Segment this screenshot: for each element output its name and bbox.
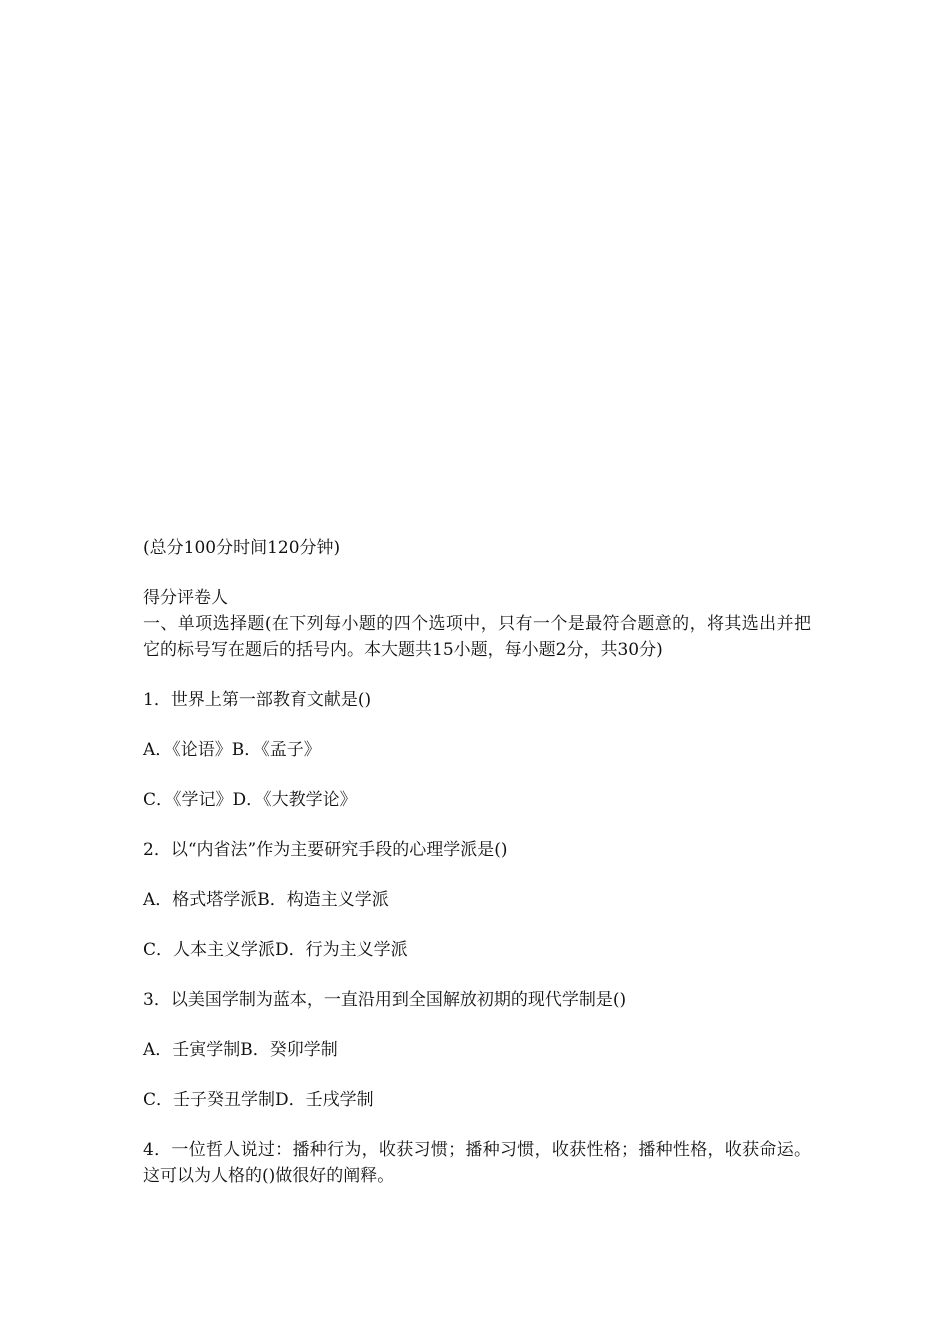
- scorer-label: 得分评卷人: [143, 588, 228, 608]
- question-3-stem: 3．以美国学制为蓝本，一直沿用到全国解放初期的现代学制是(): [143, 990, 627, 1010]
- exam-meta: (总分100分时间120分钟): [143, 538, 341, 558]
- question-1-stem: 1．世界上第一部教育文献是(): [143, 690, 372, 710]
- question-1-options-row-2: C．《学记》D．《大教学论》: [143, 790, 357, 810]
- exam-page: [143, 535, 811, 1189]
- question-1-options-row-1: A．《论语》B．《孟子》: [143, 740, 321, 760]
- question-4-stem: 4．一位哲人说过：播种行为，收获习惯；播种习惯，收获性格；播种性格，收获命运。这可以为人格的()做很好的阐释。: [143, 1140, 811, 1186]
- question-2-stem: 2．以“内省法”作为主要研究手段的心理学派是(): [143, 840, 508, 860]
- section-intro: 一、单项选择题(在下列每小题的四个选项中，只有一个是最符合题意的，将其选出并把它的标号写在题后的括号内。本大题共15小题，每小题2分，共30分): [143, 614, 811, 660]
- question-2-options-row-1: A．格式塔学派B．构造主义学派: [143, 890, 389, 910]
- question-3-options-row-1: A．壬寅学制B．癸卯学制: [143, 1040, 338, 1060]
- question-3-options-row-2: C．壬子癸丑学制D．壬戌学制: [143, 1090, 374, 1110]
- question-2-options-row-2: C．人本主义学派D．行为主义学派: [143, 940, 408, 960]
